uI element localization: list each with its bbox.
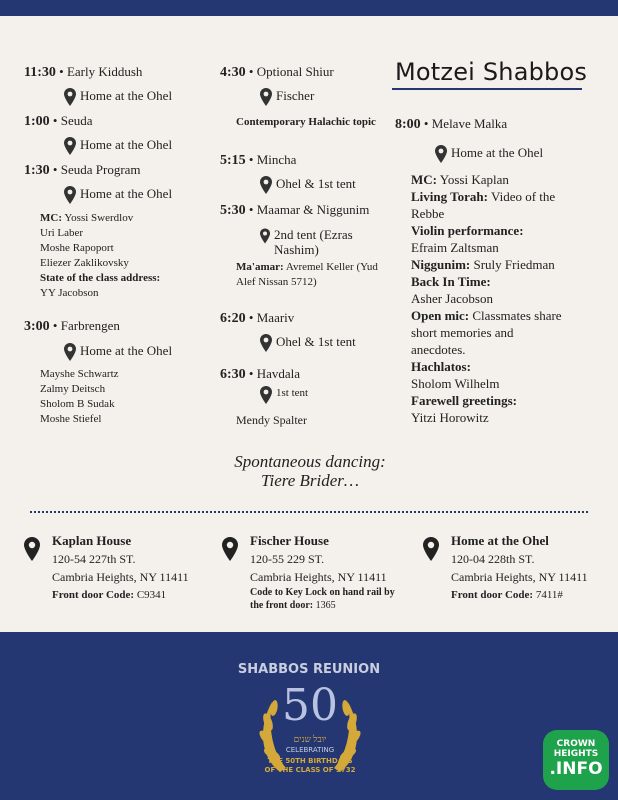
location-row — [260, 227, 380, 257]
time: 1:30 — [24, 163, 50, 178]
violin-name: Efraim Zaltsman — [411, 240, 499, 255]
mc-name: Yossi Kaplan — [439, 172, 509, 187]
logo-line-2: HEIGHTS — [553, 749, 599, 759]
event: Havdala — [256, 366, 301, 381]
location-row — [260, 386, 308, 404]
location-row — [260, 176, 356, 194]
farewell-label: Farewell greetings: — [411, 393, 518, 408]
map-pin-icon — [64, 186, 76, 204]
location-row — [64, 137, 172, 155]
map-pin-icon — [260, 334, 272, 352]
subtitle-line-2: OF THE CLASS OF 5732 — [264, 766, 356, 774]
address-name: Fischer House — [250, 533, 329, 548]
code-label: Front door Code: — [451, 589, 534, 601]
niggunim-name: Sruly Friedman — [473, 257, 555, 272]
maamar-detail — [236, 260, 386, 290]
title-underline — [392, 88, 582, 90]
time: 5:30 — [220, 203, 246, 218]
address-street: 120-04 228th ST. — [451, 552, 535, 566]
speaker: Moshe Stiefel — [40, 413, 102, 425]
schedule-item-havdala: 6:30 • Havdala — [220, 366, 301, 382]
dancing-line-1: Spontaneous dancing: — [234, 452, 386, 471]
location-text: Home at the Ohel — [80, 88, 173, 103]
dancing-line-2: Tiere Brider… — [260, 471, 360, 490]
location-row — [64, 186, 172, 204]
schedule-item-early-kiddush: 11:30 • Early Kiddush — [24, 64, 143, 80]
location-row — [260, 334, 356, 352]
map-pin-icon — [260, 176, 272, 194]
time: 3:00 — [24, 319, 50, 334]
location-row — [64, 343, 172, 361]
location-row — [435, 145, 543, 163]
open-mic-text: Classmates share short memories and anecdotes. — [411, 308, 562, 357]
speaker: Zalmy Deitsch — [40, 383, 106, 395]
farbrengen-speakers — [40, 367, 119, 427]
address-city: Cambria Heights, NY 11411 — [250, 570, 387, 584]
map-pin-icon — [222, 536, 238, 562]
mc-name: Yossi Swerdlov — [64, 212, 134, 224]
map-pin-icon — [423, 536, 439, 562]
speaker: Uri Laber — [40, 227, 84, 239]
state-label: State of the class address: — [40, 272, 161, 284]
location-text: Home at the Ohel — [80, 186, 173, 201]
celebrating-text: CELEBRATING — [285, 746, 335, 754]
anniversary-number: 50 — [282, 680, 338, 731]
address-city: Cambria Heights, NY 11411 — [451, 570, 588, 584]
hachlatos-label: Hachlatos: — [411, 359, 471, 374]
speaker: Sholom B Sudak — [40, 398, 115, 410]
code-label: Front door Code: — [52, 589, 135, 601]
event: Maamar & Niggunim — [256, 202, 370, 217]
schedule-item-seuda-program: 1:30 • Seuda Program — [24, 162, 141, 178]
map-pin-icon — [24, 536, 40, 562]
seuda-program-details — [40, 211, 210, 301]
state-speaker: YY Jacobson — [40, 287, 99, 299]
address-name: Home at the Ohel — [451, 533, 549, 548]
address-fischer — [222, 532, 412, 612]
schedule-item-farbrengen: 3:00 • Farbrengen — [24, 318, 120, 334]
code-value: 1365 — [315, 600, 336, 611]
time: 6:30 — [220, 367, 246, 382]
dancing-note — [220, 452, 400, 490]
open-mic-label: Open mic: — [411, 308, 470, 323]
address-street: 120-55 229 ST. — [250, 552, 325, 566]
map-pin-icon — [260, 227, 270, 245]
address-ohel — [423, 532, 613, 604]
map-pin-icon — [64, 137, 76, 155]
back-in-time-label: Back In Time: — [411, 274, 491, 289]
code-value: C9341 — [136, 589, 167, 601]
motzei-title: Motzei Shabbos — [395, 58, 588, 86]
code-label: Code to Key Lock on hand rail by the front door: — [250, 587, 395, 611]
speaker: Eliezer Zaklikovsky — [40, 257, 129, 269]
location-text: Home at the Ohel — [80, 137, 173, 152]
back-in-time-name: Asher Jacobson — [411, 291, 493, 306]
maamar-text: Avremel Keller (Yud Alef Nissan 5712) — [236, 261, 378, 288]
living-torah-label: Living Torah: — [411, 189, 488, 204]
speaker: Mayshe Schwartz — [40, 368, 119, 380]
mc-label: MC: — [411, 172, 437, 187]
time: 6:20 — [220, 311, 246, 326]
shiur-topic: Contemporary Halachic topic — [236, 116, 376, 128]
top-bar — [0, 0, 618, 16]
havdala-person: Mendy Spalter — [236, 413, 307, 427]
location-text: Ohel & 1st tent — [276, 176, 356, 191]
address-street: 120-54 227th ST. — [52, 552, 136, 566]
location-text: Ohel & 1st tent — [276, 334, 356, 349]
map-pin-icon — [64, 88, 76, 106]
time: 4:30 — [220, 65, 246, 80]
address-name: Kaplan House — [52, 533, 132, 548]
logo-line-1: CROWN — [556, 739, 596, 749]
logo-line-3: .INFO — [549, 759, 603, 779]
dotted-divider — [30, 511, 588, 513]
time: 1:00 — [24, 114, 50, 129]
event: Seuda — [60, 113, 93, 128]
schedule-item-seuda: 1:00 • Seuda — [24, 113, 93, 129]
living-torah-text: Video of the Rebbe — [411, 189, 556, 221]
event: Optional Shiur — [256, 64, 334, 79]
schedule-item-melave-malka: 8:00 • Melave Malka — [395, 116, 508, 132]
map-pin-icon — [260, 88, 272, 106]
hachlatos-name: Sholom Wilhelm — [411, 376, 500, 391]
location-text: 1st tent — [276, 387, 309, 399]
schedule-item-mincha: 5:15 • Mincha — [220, 152, 297, 168]
mc-label: MC: — [40, 212, 62, 224]
location-text: Fischer — [276, 88, 315, 103]
time: 5:15 — [220, 153, 246, 168]
schedule-item-maariv: 6:20 • Maariv — [220, 310, 295, 326]
reunion-title: SHABBOS REUNION — [237, 662, 381, 677]
speaker: Moshe Rapoport — [40, 242, 114, 254]
event: Farbrengen — [60, 318, 120, 333]
location-text: Home at the Ohel — [451, 145, 544, 160]
map-pin-icon — [260, 386, 272, 404]
address-kaplan — [24, 532, 204, 604]
time: 8:00 — [395, 117, 421, 132]
footer-subtitle — [250, 757, 370, 775]
farewell-name: Yitzi Horowitz — [411, 410, 489, 425]
schedule-item-shiur: 4:30 • Optional Shiur — [220, 64, 334, 80]
map-pin-icon — [435, 145, 447, 163]
motzei-program — [411, 171, 571, 426]
crownheights-logo — [543, 730, 609, 790]
event: Seuda Program — [60, 162, 141, 177]
event: Early Kiddush — [66, 64, 143, 79]
maamar-label: Ma'amar: — [236, 261, 284, 273]
schedule-item-maamar: 5:30 • Maamar & Niggunim — [220, 202, 370, 218]
event: Melave Malka — [431, 116, 508, 131]
event: Mincha — [256, 152, 297, 167]
event: Maariv — [256, 310, 295, 325]
subtitle-line-1: THE 50TH BIRTHDAYS — [267, 757, 353, 765]
hebrew-text: יובל שנים — [293, 734, 327, 744]
address-city: Cambria Heights, NY 11411 — [52, 570, 189, 584]
time: 11:30 — [24, 65, 56, 80]
location-text: 2nd tent (Ezras Nashim) — [274, 227, 353, 257]
location-row — [64, 88, 172, 106]
violin-label: Violin performance: — [411, 223, 524, 238]
location-text: Home at the Ohel — [80, 343, 173, 358]
map-pin-icon — [64, 343, 76, 361]
location-row — [260, 88, 314, 106]
code-value: 7411# — [535, 589, 563, 601]
niggunim-label: Niggunim: — [411, 257, 471, 272]
